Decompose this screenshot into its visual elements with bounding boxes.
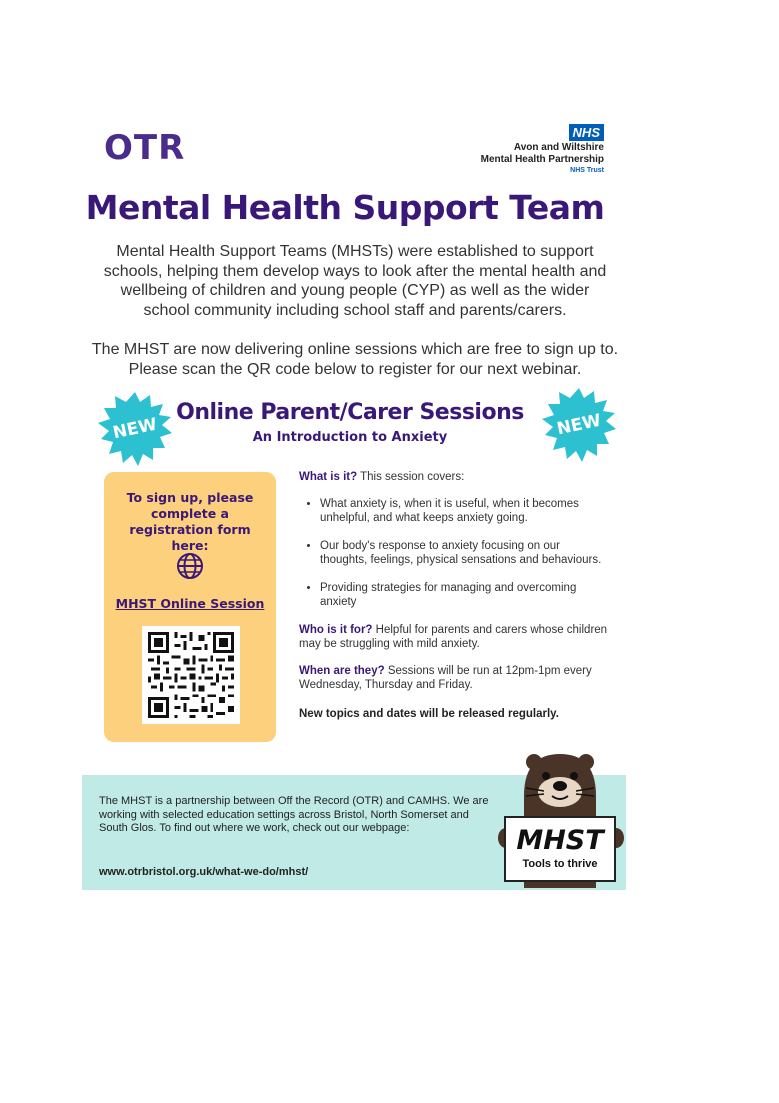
otr-logo-text: OTR bbox=[104, 128, 186, 168]
release-note: New topics and dates will be released regularly. bbox=[299, 707, 559, 720]
nhs-trust-label: NHS Trust bbox=[570, 167, 604, 174]
when-are-they bbox=[299, 664, 609, 693]
new-badge-right bbox=[542, 388, 616, 462]
what-is-it-text: This session covers: bbox=[357, 471, 465, 483]
nhs-org-line1: Avon and Wiltshire bbox=[513, 142, 604, 153]
intro-paragraph: Mental Health Support Teams (MHSTs) were established to support schools, helping them develop ways to look after the mental health and wellbeing of children and young people (CYP) as well as the wider school community including school staff and parents/carers. bbox=[103, 243, 607, 319]
signup-paragraph: The MHST are now delivering online sessions which are free to sign up to. Please scan the QR code below to register for our next webinar. bbox=[91, 341, 619, 378]
globe-icon bbox=[176, 552, 204, 580]
mhst-sign bbox=[504, 816, 616, 882]
when-are-they-text: Sessions will be run at 12pm-1pm every Wednesday, Thursday and Friday. bbox=[299, 664, 592, 691]
who-is-it-for bbox=[299, 623, 609, 652]
footer-url-link[interactable]: www.otrbristol.org.uk/what-we-do/mhst/ bbox=[99, 866, 309, 878]
nhs-logo bbox=[481, 124, 604, 175]
when-are-they-label: When are they? bbox=[299, 664, 385, 677]
list-item: • Our body's response to anxiety focusing on our thoughts, feelings, physical sensations and behaviours. bbox=[320, 539, 609, 568]
nhs-org-line2: Mental Health Partnership bbox=[480, 154, 604, 165]
sign-tagline: Tools to thrive bbox=[522, 858, 598, 870]
footer-text: The MHST is a partnership between Off the Record (OTR) and CAMHS. We are working with selected education settings across Bristol, North Somerset and South Glos. To find out where we work, check out our webpage: bbox=[99, 795, 489, 834]
what-is-it bbox=[299, 470, 609, 485]
topics-list bbox=[299, 497, 609, 610]
mhst-online-session-link[interactable]: MHST Online Session bbox=[115, 596, 265, 611]
who-is-it-for-text: Helpful for parents and carers whose children may be struggling with mild anxiety. bbox=[299, 623, 608, 650]
page-title: Mental Health Support Team bbox=[85, 188, 605, 227]
signup-panel bbox=[104, 472, 276, 742]
list-item: • What anxiety is, when it is useful, when it becomes unhelpful, and what keeps anxiety going. bbox=[320, 497, 609, 526]
qr-code-icon bbox=[148, 632, 234, 718]
otr-logo bbox=[104, 128, 185, 168]
who-is-it-for-label: Who is it for? bbox=[299, 623, 373, 636]
sessions-title: Online Parent/Carer Sessions bbox=[176, 400, 524, 425]
signup-instructions: To sign up, please complete a registration form here: bbox=[126, 490, 254, 553]
session-info bbox=[299, 470, 609, 721]
sign-title: MHST bbox=[516, 825, 604, 856]
list-item: • Providing strategies for managing and overcoming anxiety bbox=[320, 581, 609, 610]
new-badge-right-label: NEW bbox=[555, 410, 603, 440]
nhs-badge: NHS bbox=[569, 124, 604, 141]
qr-code[interactable] bbox=[142, 626, 240, 724]
what-is-it-label: What is it? bbox=[299, 471, 358, 483]
sessions-subtitle: An Introduction to Anxiety bbox=[252, 430, 448, 445]
new-badge-left-label: NEW bbox=[111, 414, 159, 444]
